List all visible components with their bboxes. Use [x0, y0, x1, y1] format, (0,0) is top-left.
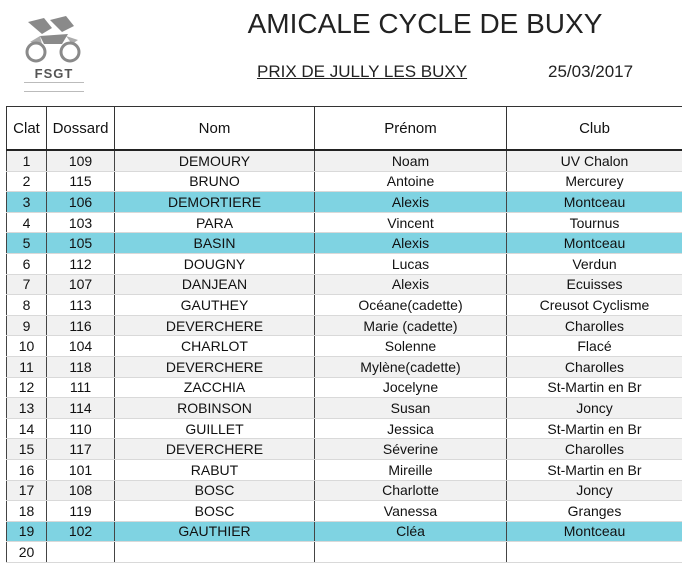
column-header-clat: Clat	[7, 107, 47, 151]
cell-clat: 13	[7, 398, 47, 419]
cell-club: Granges	[507, 501, 682, 522]
cell-dossard: 106	[47, 192, 115, 213]
cell-clat: 16	[7, 459, 47, 480]
cell-prenom: Alexis	[315, 233, 507, 254]
cell-clat: 12	[7, 377, 47, 398]
table-row	[7, 439, 682, 460]
cell-prenom: Charlotte	[315, 480, 507, 501]
cell-club: Charolles	[507, 356, 682, 377]
cell-clat: 15	[7, 439, 47, 460]
cell-dossard: 114	[47, 398, 115, 419]
cell-club: Charolles	[507, 315, 682, 336]
cell-clat: 7	[7, 274, 47, 295]
cell-club: Flacé	[507, 336, 682, 357]
cell-prenom: Mireille	[315, 459, 507, 480]
column-header-prenom: Prénom	[315, 107, 507, 151]
cell-nom: CHARLOT	[115, 336, 315, 357]
cell-nom: ROBINSON	[115, 398, 315, 419]
cell-prenom: Mylène(cadette)	[315, 356, 507, 377]
cell-nom: BRUNO	[115, 171, 315, 192]
cell-clat: 10	[7, 336, 47, 357]
cell-dossard: 112	[47, 253, 115, 274]
race-date: 25/03/2017	[548, 62, 634, 81]
cell-clat: 20	[7, 542, 47, 563]
table-row	[7, 315, 682, 336]
table-row	[7, 501, 682, 522]
cell-clat: 1	[7, 150, 47, 171]
cell-clat: 4	[7, 212, 47, 233]
cell-clat: 19	[7, 521, 47, 542]
race-name: PRIX DE JULLY LES BUXY	[257, 62, 468, 81]
cell-nom: DANJEAN	[115, 274, 315, 295]
cell-club: Charolles	[507, 439, 682, 460]
cell-prenom: Océane(cadette)	[315, 295, 507, 316]
table-row	[7, 253, 682, 274]
cell-dossard: 108	[47, 480, 115, 501]
cell-dossard: 118	[47, 356, 115, 377]
table-row	[7, 398, 682, 419]
cell-clat: 11	[7, 356, 47, 377]
fsgt-logo	[22, 14, 86, 96]
cell-dossard: 101	[47, 459, 115, 480]
table-row	[7, 171, 682, 192]
cell-dossard: 116	[47, 315, 115, 336]
cell-club: St-Martin en Br	[507, 459, 682, 480]
cell-club: Verdun	[507, 253, 682, 274]
cell-prenom: Jessica	[315, 418, 507, 439]
cell-prenom	[315, 542, 507, 563]
cell-club: Montceau	[507, 233, 682, 254]
table-row	[7, 150, 682, 171]
cell-clat: 2	[7, 171, 47, 192]
cell-nom: BASIN	[115, 233, 315, 254]
table-row	[7, 295, 682, 316]
table-row	[7, 192, 682, 213]
cell-nom: GUILLET	[115, 418, 315, 439]
cell-dossard: 105	[47, 233, 115, 254]
cell-nom: DEMOURY	[115, 150, 315, 171]
cell-club: Mercurey	[507, 171, 682, 192]
cell-dossard: 103	[47, 212, 115, 233]
cell-club: St-Martin en Br	[507, 418, 682, 439]
table-row	[7, 377, 682, 398]
cell-prenom: Susan	[315, 398, 507, 419]
results-table	[6, 106, 682, 563]
logo-text: FSGT	[34, 66, 74, 81]
table-row	[7, 212, 682, 233]
cell-nom: GAUTHIER	[115, 521, 315, 542]
cell-prenom: Alexis	[315, 274, 507, 295]
cell-club: Joncy	[507, 480, 682, 501]
table-header-row	[7, 107, 682, 151]
cell-dossard: 113	[47, 295, 115, 316]
cell-club: Montceau	[507, 192, 682, 213]
cell-nom	[115, 542, 315, 563]
cell-dossard: 104	[47, 336, 115, 357]
cell-club: Tournus	[507, 212, 682, 233]
cell-prenom: Cléa	[315, 521, 507, 542]
cell-club: Ecuisses	[507, 274, 682, 295]
table-row	[7, 336, 682, 357]
column-header-dossard: Dossard	[47, 107, 115, 151]
cell-prenom: Séverine	[315, 439, 507, 460]
cell-nom: RABUT	[115, 459, 315, 480]
cell-clat: 17	[7, 480, 47, 501]
cell-clat: 14	[7, 418, 47, 439]
cell-nom: GAUTHEY	[115, 295, 315, 316]
table-row	[7, 459, 682, 480]
cell-prenom: Marie (cadette)	[315, 315, 507, 336]
cell-prenom: Alexis	[315, 192, 507, 213]
cell-dossard: 107	[47, 274, 115, 295]
cell-prenom: Noam	[315, 150, 507, 171]
logo-caption-lines	[24, 82, 84, 92]
cell-clat: 3	[7, 192, 47, 213]
cell-prenom: Vincent	[315, 212, 507, 233]
cell-clat: 8	[7, 295, 47, 316]
column-header-club: Club	[507, 107, 682, 151]
cell-dossard: 111	[47, 377, 115, 398]
cell-dossard	[47, 542, 115, 563]
cell-clat: 18	[7, 501, 47, 522]
cell-nom: BOSC	[115, 480, 315, 501]
cyclists-logo-icon	[22, 14, 86, 66]
cell-nom: DEVERCHERE	[115, 356, 315, 377]
cell-clat: 5	[7, 233, 47, 254]
table-row	[7, 480, 682, 501]
cell-club: UV Chalon	[507, 150, 682, 171]
cell-club: Creusot Cyclisme	[507, 295, 682, 316]
cell-nom: DEVERCHERE	[115, 439, 315, 460]
cell-club: St-Martin en Br	[507, 377, 682, 398]
cell-clat: 6	[7, 253, 47, 274]
cell-dossard: 109	[47, 150, 115, 171]
cell-prenom: Lucas	[315, 253, 507, 274]
cell-club: Montceau	[507, 521, 682, 542]
cell-prenom: Antoine	[315, 171, 507, 192]
cell-club	[507, 542, 682, 563]
cell-nom: BOSC	[115, 501, 315, 522]
cell-dossard: 110	[47, 418, 115, 439]
cell-nom: DEMORTIERE	[115, 192, 315, 213]
table-row	[7, 418, 682, 439]
cell-prenom: Jocelyne	[315, 377, 507, 398]
page-title: AMICALE CYCLE DE BUXY	[247, 8, 603, 39]
table-row	[7, 274, 682, 295]
table-row	[7, 542, 682, 563]
cell-nom: ZACCHIA	[115, 377, 315, 398]
table-row	[7, 356, 682, 377]
results-body	[7, 150, 682, 562]
cell-dossard: 119	[47, 501, 115, 522]
cell-nom: DEVERCHERE	[115, 315, 315, 336]
column-header-nom: Nom	[115, 107, 315, 151]
cell-club: Joncy	[507, 398, 682, 419]
cell-dossard: 102	[47, 521, 115, 542]
table-row	[7, 233, 682, 254]
cell-prenom: Solenne	[315, 336, 507, 357]
cell-dossard: 117	[47, 439, 115, 460]
cell-prenom: Vanessa	[315, 501, 507, 522]
cell-dossard: 115	[47, 171, 115, 192]
table-row	[7, 521, 682, 542]
cell-nom: PARA	[115, 212, 315, 233]
cell-nom: DOUGNY	[115, 253, 315, 274]
cell-clat: 9	[7, 315, 47, 336]
